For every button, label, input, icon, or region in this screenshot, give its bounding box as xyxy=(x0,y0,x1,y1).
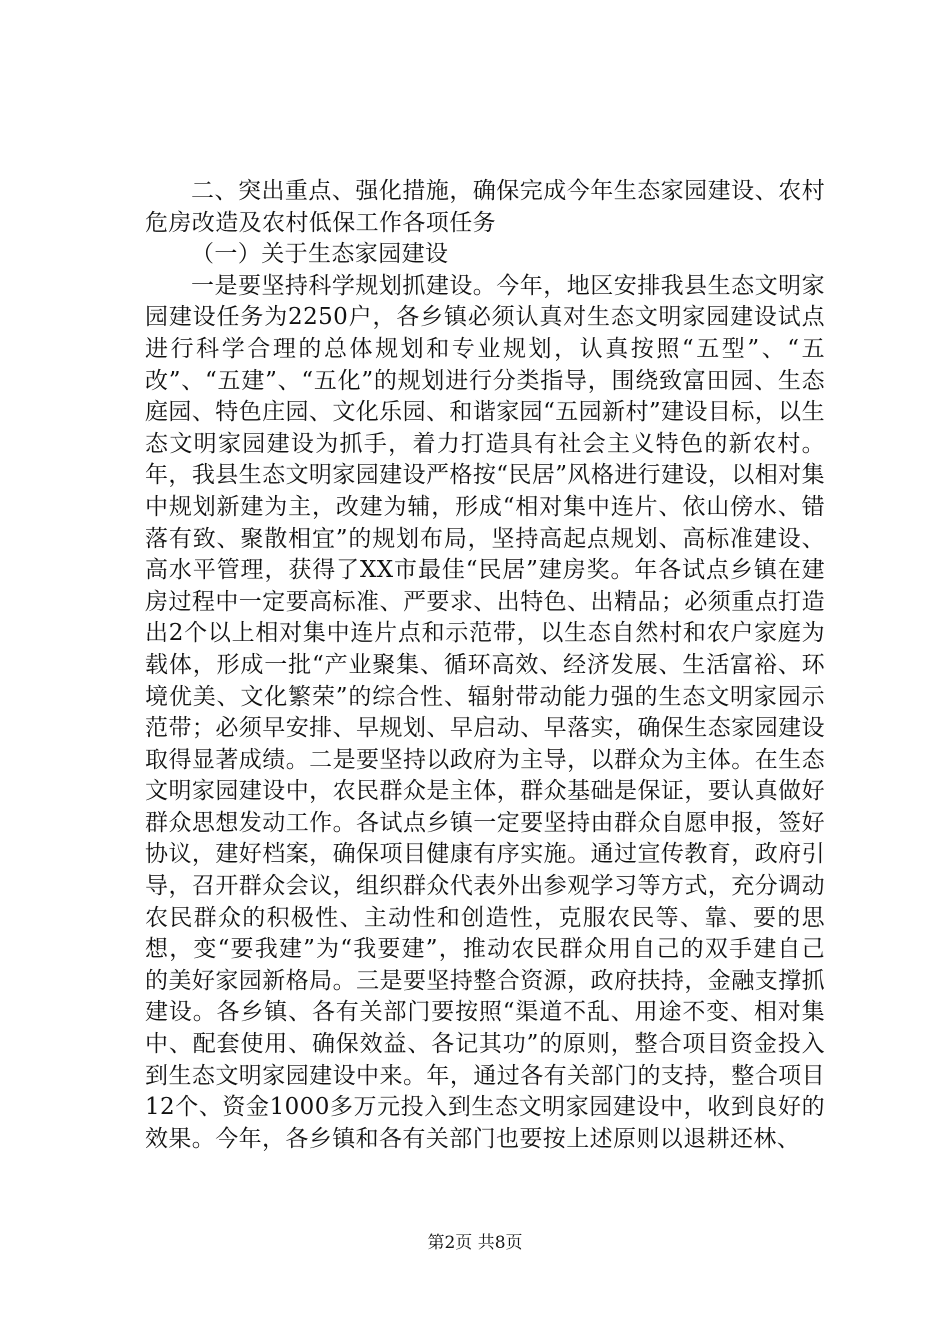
body-paragraph: 一是要坚持科学规划抓建设。今年，地区安排我县生态文明家园建设任务为2250户，各乡镇必须认真对生态文明家园建设试点进行科学合理的总体规划和专业规划，认真按照“五型”、“五改”、“五建”、“五化”的规划进行分类指导，围绕致富田园、生态庭园、特色庄园、文化乐园、和谐家园“五园新村”建设目标，以生态文明家园建设为抓手，着力打造具有社会主义特色的新农村。年，我县生态文明家园建设严格按“民居”风格进行建设，以相对集中规划新建为主，改建为辅，形成“相对集中连片、依山傍水、错落有致、聚散相宜”的规划布局，坚持高起点规划、高标准建设、高水平管理，获得了XX市最佳“民居”建房奖。年各试点乡镇在建房过程中一定要高标准、严要求、出特色、出精品；必须重点打造出2个以上相对集中连片点和示范带，以生态自然村和农户家庭为载体，形成一批“产业聚集、循环高效、经济发展、生活富裕、环境优美、文化繁荣”的综合性、辐射带动能力强的生态文明家园示范带；必须早安排、早规划、早启动、早落实，确保生态家园建设取得显著成绩。二是要坚持以政府为主导，以群众为主体。在生态文明家园建设中，农民群众是主体，群众基础是保证，要认真做好群众思想发动工作。各试点乡镇一定要坚持由群众自愿申报，签好协议，建好档案，确保项目健康有序实施。通过宣传教育，政府引导，召开群众会议，组织群众代表外出参观学习等方式，充分调动农民群众的积极性、主动性和创造性，克服农民等、靠、要的思想，变“要我建”为“我要建”，推动农民群众用自己的双手建自己的美好家园新格局。三是要坚持整合资源，政府扶持，金融支撑抓建设。各乡镇、各有关部门要按照“渠道不乱、用途不变、相对集中、配套使用、确保效益、各记其功”的原则，整合项目资金投入到生态文明家园建设中来。年，通过各有关部门的支持，整合项目12个、资金1000多万元投入到生态文明家园建设中，收到良好的效果。今年，各乡镇和各有关部门也要按上述原则以退耕还林、 xyxy=(145,272,825,1152)
subsection-heading: （一）关于生态家园建设 xyxy=(191,241,449,268)
section-heading: 二、突出重点、强化措施，确保完成今年生态家园建设、农村危房改造及农村低保工作各项任务 xyxy=(145,178,825,236)
page-footer: 第2页 共8页 xyxy=(427,1233,523,1253)
document-body xyxy=(145,176,825,1155)
